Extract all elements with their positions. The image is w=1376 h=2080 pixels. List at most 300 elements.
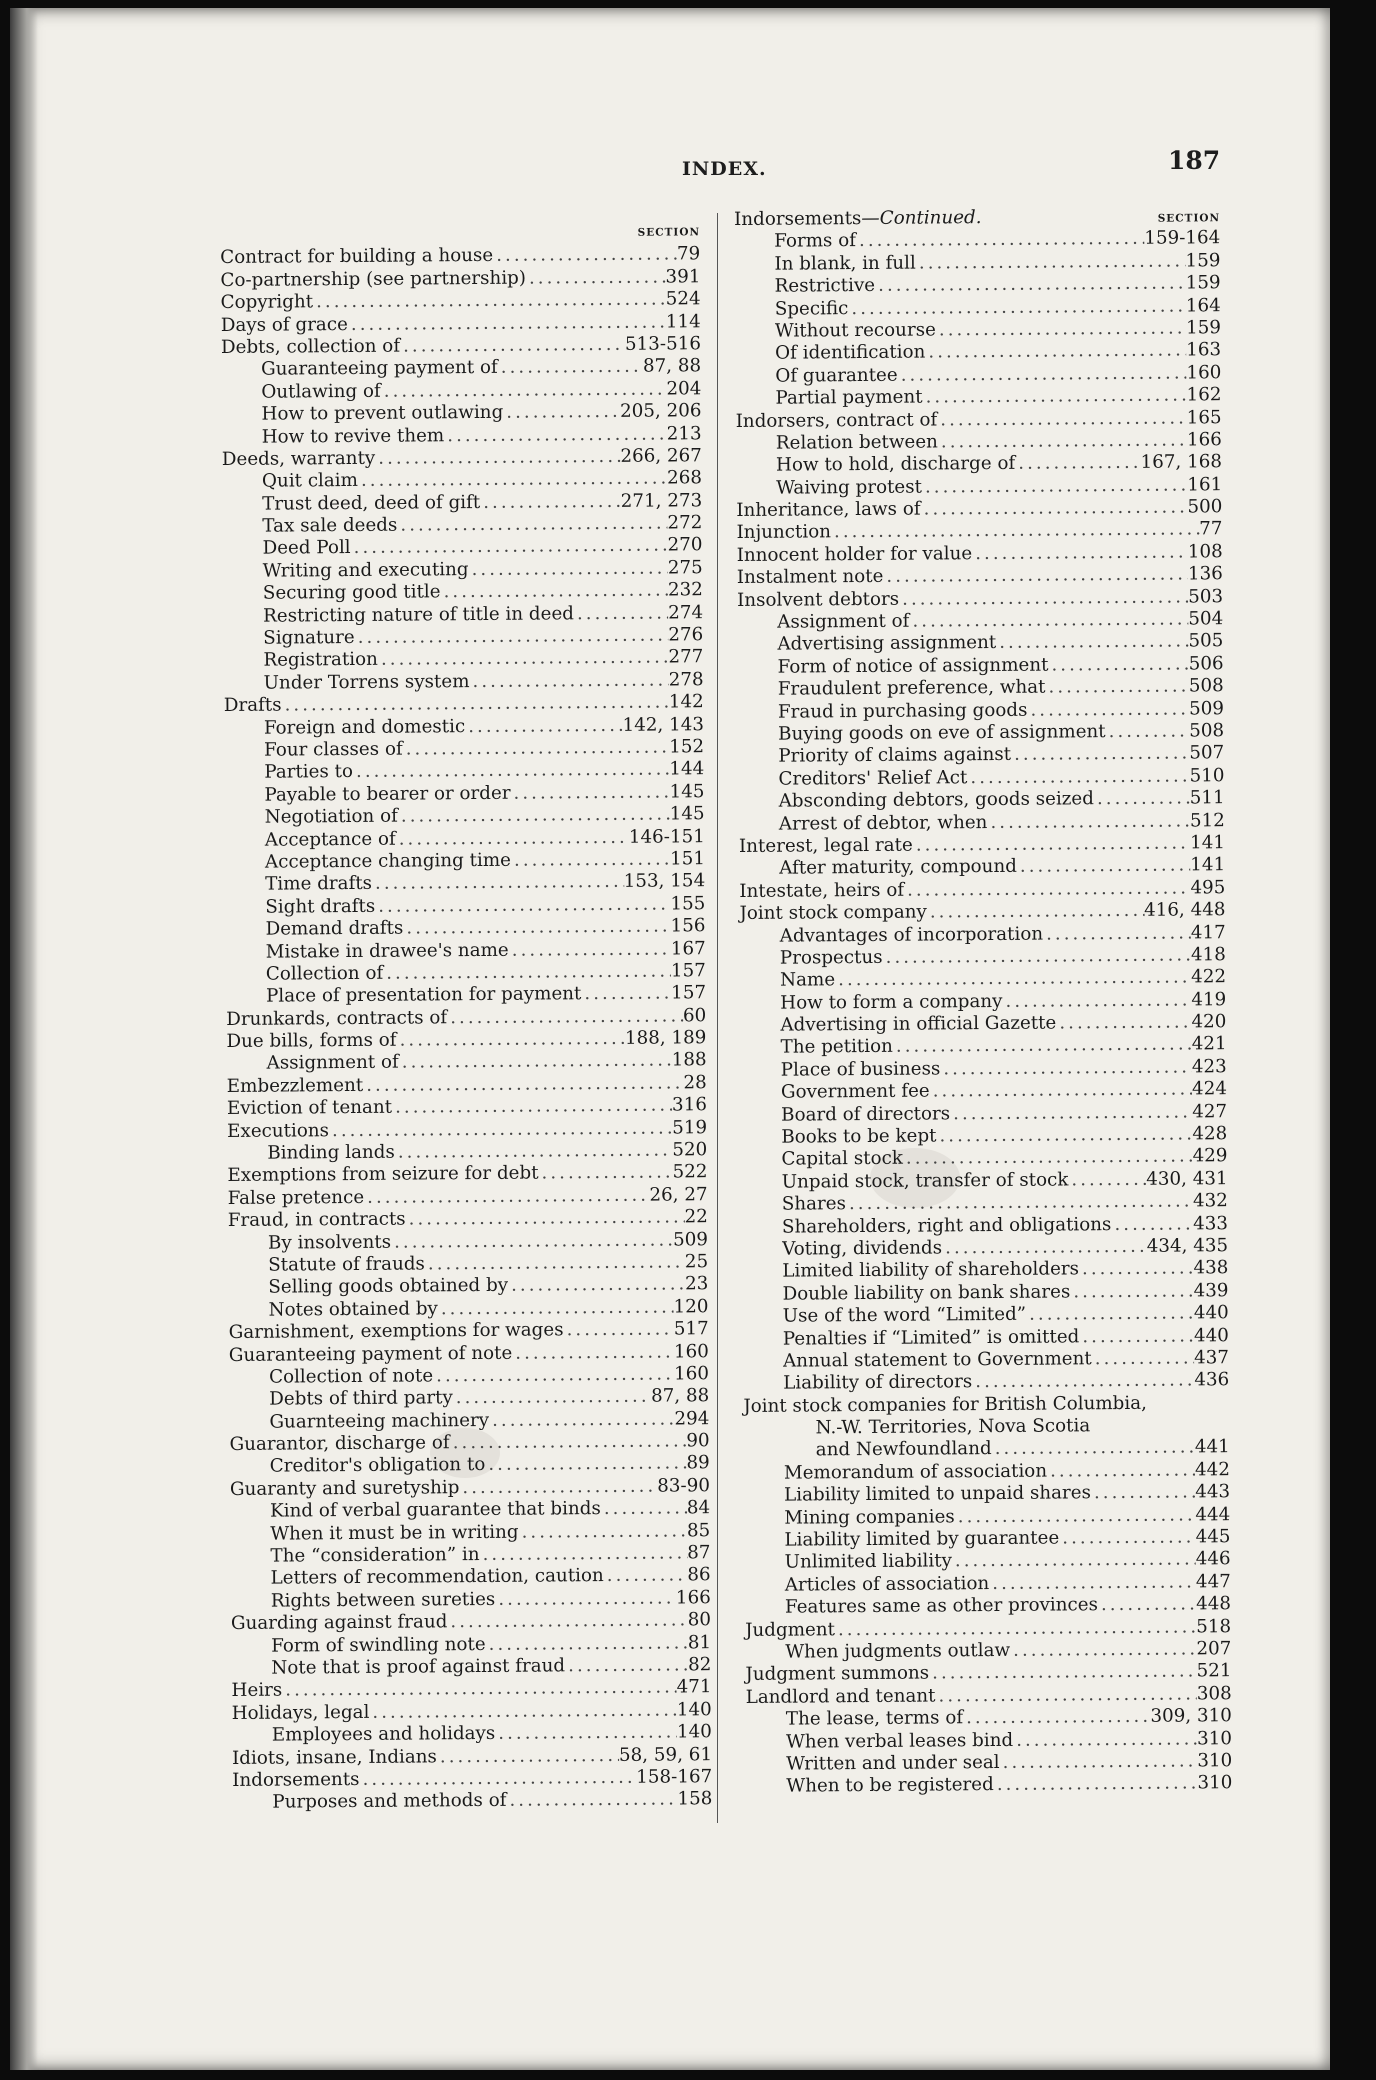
leader-dots [403, 916, 670, 941]
leader-dots [563, 1319, 673, 1342]
leader-dots [512, 1341, 674, 1365]
entry-term: How to form a company [780, 990, 1003, 1014]
index-entry-list [220, 244, 712, 1815]
entry-term: Guarnteeing machinery [269, 1409, 490, 1433]
entry-section-ref: 310 [1197, 1750, 1233, 1772]
entry-section-ref: 443 [1195, 1481, 1231, 1503]
entry-section-ref: 157 [671, 982, 707, 1004]
leader-dots [508, 1274, 685, 1298]
entry-section-ref: 164 [1185, 294, 1221, 317]
entry-term: Relation between [775, 431, 938, 454]
leader-dots [518, 1520, 687, 1544]
entry-term: Place of business [780, 1058, 941, 1081]
entry-section-ref: 204 [666, 377, 702, 400]
entry-section-ref: 108 [1187, 541, 1223, 563]
leader-dots [355, 625, 669, 650]
entry-section-ref: 500 [1187, 496, 1223, 518]
leader-dots [994, 1773, 1198, 1797]
entry-section-ref: 156 [670, 915, 706, 937]
leader-dots [938, 429, 1187, 453]
entry-term: Liability of directors [783, 1371, 973, 1394]
section-label: SECTION [637, 226, 701, 239]
entry-section-ref: 508 [1188, 675, 1224, 697]
entry-section-ref: 207 [1196, 1638, 1232, 1660]
leader-dots [925, 340, 1186, 364]
entry-section-ref: 427 [1192, 1100, 1228, 1123]
entry-section-ref: 441 [1194, 1436, 1230, 1458]
leader-dots [929, 1661, 1197, 1686]
leader-dots [883, 564, 1188, 589]
entry-term: Guaranteeing payment of note [228, 1342, 513, 1366]
entry-section-ref: 505 [1188, 630, 1224, 652]
entry-term: Absconding debtors, goods seized [778, 788, 1095, 812]
leader-dots [996, 631, 1188, 655]
entry-section-ref: 448 [1195, 1593, 1232, 1615]
leader-dots [503, 401, 620, 424]
entry-term: Debts of third party [269, 1387, 453, 1410]
entry-section-ref: 509 [1188, 697, 1225, 720]
entry-term: Exemptions from seizure for debt [227, 1162, 539, 1187]
entry-term: and Newfoundland [815, 1438, 992, 1461]
entry-section-ref: 86 [687, 1564, 711, 1586]
entry-term: Quit claim [261, 470, 359, 492]
entry-section-ref: 162 [1186, 384, 1222, 406]
entry-section-ref: 82 [687, 1654, 712, 1676]
entry-section-ref: 272 [667, 512, 703, 534]
entry-term: The “consideration” in [270, 1544, 480, 1567]
leader-dots [437, 1744, 619, 1768]
leader-dots [425, 1251, 685, 1275]
entry-section-ref: 140 [676, 1721, 712, 1743]
entry-term: Liability limited to unpaid shares [784, 1482, 1092, 1506]
leader-dots [967, 765, 1189, 789]
entry-section-ref: 434, 435 [1146, 1235, 1229, 1257]
entry-section-ref: 442 [1194, 1459, 1230, 1481]
entry-term: Guarantor, discharge of [229, 1432, 450, 1456]
entry-section-ref: 439 [1193, 1279, 1229, 1302]
entry-section-ref: 114 [665, 310, 701, 333]
entry-term: Penalties if “Limited” is omitted [782, 1325, 1080, 1350]
entry-term: Guaranty and suretyship [229, 1477, 460, 1500]
entry-section-ref: 25 [684, 1251, 709, 1273]
entry-term: Securing good title [262, 581, 441, 604]
entry-section-ref: 153, 154 [623, 870, 706, 893]
leader-dots [465, 714, 622, 738]
entry-term: Mining companies [784, 1505, 955, 1529]
entry-term: Advantages of incorporation [779, 923, 1044, 947]
entry-term: Forms of [774, 230, 857, 253]
continued-title: Indorsements [734, 208, 862, 230]
leader-dots [916, 250, 1186, 275]
leader-dots [1002, 989, 1191, 1013]
entry-term: Co-partnership (see partnership) [220, 267, 527, 291]
entry-section-ref: 160 [1186, 361, 1222, 384]
entry-term: Guaranteeing payment of [261, 357, 498, 381]
entry-section-ref: 26, 27 [649, 1183, 708, 1206]
entry-section-ref: 524 [665, 288, 701, 310]
leader-dots [1043, 922, 1191, 946]
entry-section-ref: 120 [673, 1295, 709, 1318]
leader-dots [485, 1453, 686, 1477]
entry-term: Holidays, legal [231, 1701, 370, 1724]
leader-dots [937, 407, 1187, 431]
entry-section-ref: 424 [1191, 1078, 1228, 1100]
entry-section-ref: 506 [1188, 652, 1224, 675]
entry-term: Intestate, heirs of [739, 879, 905, 902]
entry-term: Parties to [264, 761, 354, 784]
leader-dots [972, 541, 1188, 565]
entry-section-ref: 83-90 [657, 1475, 710, 1497]
leader-dots [1000, 1750, 1198, 1774]
entry-section-ref: 416, 448 [1144, 899, 1226, 921]
entry-term: Garnishment, exemptions for wages [228, 1319, 564, 1344]
entry-section-ref: 518 [1196, 1615, 1232, 1638]
entry-term: Kind of verbal guarantee that binds [270, 1498, 601, 1522]
entry-section-ref: 310 [1197, 1772, 1233, 1794]
running-head-title: INDEX. [682, 158, 767, 180]
leader-dots [940, 1056, 1192, 1080]
leader-dots [358, 468, 667, 493]
entry-section-ref: 165 [1186, 406, 1222, 428]
entry-section-ref: 188, 189 [624, 1027, 707, 1049]
index-column-left [220, 221, 712, 1814]
entry-section-ref: 22 [684, 1206, 708, 1228]
entry-section-ref: 141 [1190, 832, 1226, 854]
index-entry-list [734, 228, 1232, 1799]
entry-term: Sight drafts [265, 895, 376, 918]
entry-term: Negotiation of [264, 805, 398, 828]
entry-term: Inheritance, laws of [736, 498, 921, 522]
entry-term: Mistake in drawee's name [265, 939, 509, 963]
entry-term: Heirs [231, 1679, 283, 1702]
leader-dots [378, 647, 669, 672]
entry-term: Creditors' Relief Act [778, 766, 968, 790]
entry-term: Specific [774, 297, 849, 320]
leader-dots [601, 1498, 687, 1521]
entry-term: Board of directors [781, 1102, 951, 1126]
entry-section-ref: 266, 267 [620, 445, 702, 467]
leader-dots [1010, 1638, 1196, 1662]
leader-dots [453, 1386, 651, 1410]
leader-dots [1111, 1213, 1193, 1236]
entry-section-ref: 145 [669, 803, 705, 825]
leader-dots [835, 967, 1191, 992]
entry-term: Employees and holidays [271, 1723, 496, 1746]
leader-dots [1017, 855, 1191, 879]
entry-term: Indorsements [232, 1768, 360, 1791]
entry-section-ref: 158-167 [636, 1766, 713, 1788]
entry-section-ref: 84 [686, 1497, 711, 1519]
entry-term: Injunction [736, 521, 832, 544]
leader-dots [904, 877, 1191, 902]
leader-dots [510, 781, 669, 805]
entry-term: After maturity, compound [779, 856, 1017, 879]
leader-dots [1013, 1728, 1197, 1752]
entry-term: Foreign and domestic [263, 715, 466, 739]
leader-dots [955, 1504, 1196, 1528]
entry-section-ref: 167 [670, 937, 706, 959]
entry-section-ref: 517 [673, 1318, 709, 1340]
entry-term: Priority of claims against [778, 744, 1012, 768]
entry-section-ref: 157 [670, 960, 706, 982]
leader-dots [1048, 653, 1188, 677]
leader-dots [942, 1236, 1147, 1260]
leader-dots [927, 900, 1144, 924]
entry-section-ref: 160 [673, 1340, 709, 1363]
leader-dots [831, 519, 1199, 544]
leader-dots [1015, 452, 1141, 475]
entry-section-ref: 294 [674, 1407, 710, 1430]
leader-dots [538, 1162, 672, 1185]
leader-dots [489, 1408, 675, 1432]
entry-term: Capital stock [781, 1148, 903, 1171]
entry-term: When to be registered [786, 1774, 994, 1797]
entry-section-ref: 166 [675, 1587, 711, 1609]
leader-dots [992, 1437, 1195, 1461]
leader-dots [329, 1117, 672, 1142]
leader-dots [1106, 720, 1190, 743]
entry-section-ref: 503 [1188, 585, 1224, 608]
entry-section-ref: 316 [671, 1094, 708, 1116]
leader-dots [438, 1296, 674, 1320]
leader-dots [989, 1571, 1196, 1595]
leader-dots [395, 1139, 673, 1164]
leader-dots [397, 513, 667, 538]
entry-section-ref: 309, 310 [1150, 1705, 1232, 1727]
entry-term: Liability limited by guarantee [784, 1527, 1060, 1551]
leader-dots [511, 848, 670, 872]
entry-term: Guarding against fraud [230, 1611, 448, 1635]
entry-section-ref: 507 [1189, 742, 1225, 764]
entry-term: Waiving protest [776, 476, 923, 499]
entry-term: Joint stock companies for British Columbia, [743, 1392, 1147, 1417]
entry-term: Written and under seal [786, 1751, 1000, 1775]
leader-dots [440, 580, 668, 604]
leader-dots [1070, 1280, 1193, 1303]
entry-term: Judgment [745, 1618, 836, 1641]
column-divider [717, 213, 718, 1823]
leader-dots [398, 804, 670, 829]
leader-dots [835, 1616, 1196, 1641]
entry-section-ref: 205, 206 [619, 400, 702, 422]
index-entry [232, 1789, 712, 1815]
entry-term: Acceptance changing time [264, 849, 512, 873]
entry-section-ref: 510 [1189, 764, 1225, 787]
leader-dots [1091, 1482, 1195, 1505]
leader-dots [433, 1363, 674, 1387]
entry-section-ref: 513-516 [624, 333, 702, 355]
entry-section-ref: 87, 88 [642, 355, 702, 378]
entry-section-ref: 419 [1191, 988, 1227, 1011]
index-entry [746, 1772, 1232, 1798]
entry-term: Unlimited liability [784, 1550, 952, 1574]
leader-dots [486, 1632, 688, 1656]
leader-dots [506, 1789, 677, 1813]
leader-dots [604, 1565, 688, 1588]
leader-dots [1079, 1325, 1194, 1348]
entry-term: When it must be in writing [270, 1521, 519, 1545]
entry-section-ref: 308 [1196, 1682, 1232, 1705]
entry-term: How to hold, discharge of [775, 453, 1016, 476]
entry-term: Advertising in official Gazette [780, 1012, 1057, 1036]
leader-dots [848, 295, 1186, 320]
entry-term: Creditor's obligation to [269, 1454, 486, 1478]
entry-section-ref: 268 [667, 467, 703, 489]
entry-term: In blank, in full [774, 252, 916, 275]
entry-section-ref: 158 [677, 1788, 713, 1810]
leader-dots [1056, 1011, 1191, 1034]
entry-term: Government fee [780, 1080, 930, 1103]
entry-section-ref: 418 [1190, 944, 1226, 966]
entry-term: Partial payment [775, 386, 923, 409]
entry-term: Buying goods on eve of assignment [778, 721, 1106, 745]
entry-term: Use of the word “Limited” [782, 1303, 1027, 1327]
entry-term: Place of presentation for payment [265, 983, 582, 1007]
entry-term: Books to be kept [781, 1125, 937, 1148]
entry-term: Contract for building a house [220, 245, 494, 269]
leader-dots [903, 1146, 1193, 1171]
entry-section-ref: 391 [665, 266, 701, 288]
entry-section-ref: 275 [667, 557, 703, 579]
entry-section-ref: 142 [668, 691, 704, 713]
entry-term: Indorsers, contract of [735, 408, 938, 432]
entry-term: Prospectus [779, 946, 883, 969]
entry-term: Executions [227, 1119, 330, 1142]
entry-term: Collection of [265, 962, 384, 985]
leader-dots [447, 1005, 683, 1029]
entry-section-ref: 166 [1186, 429, 1222, 451]
entry-section-ref: 28 [683, 1072, 707, 1094]
leader-dots [375, 893, 670, 918]
entry-section-ref: 155 [670, 892, 706, 915]
leader-dots [480, 491, 621, 515]
entry-section-ref: 437 [1194, 1347, 1230, 1369]
leader-dots [468, 557, 667, 581]
entry-term: Memorandum of association [783, 1460, 1048, 1484]
entry-term: How to prevent outlawing [261, 401, 504, 425]
index-column-right [734, 205, 1232, 1799]
entry-term: By insolvents [267, 1231, 392, 1254]
leader-dots [893, 1034, 1192, 1059]
entry-section-ref: 146-151 [628, 825, 705, 848]
entry-section-ref: 522 [672, 1161, 708, 1183]
entry-section-ref: 447 [1195, 1570, 1231, 1593]
leader-dots [1068, 1169, 1146, 1192]
entry-section-ref: 508 [1189, 720, 1225, 742]
entry-section-ref: 428 [1192, 1123, 1228, 1145]
entry-term: Idiots, insane, Indians [231, 1745, 437, 1769]
entry-section-ref: 440 [1193, 1324, 1229, 1346]
entry-section-ref: 432 [1192, 1190, 1228, 1212]
entry-section-ref: 420 [1191, 1011, 1227, 1033]
entry-term: Arrest of debtor, when [778, 811, 988, 835]
entry-term: Deed Poll [262, 537, 351, 560]
entry-section-ref: 430, 431 [1146, 1167, 1228, 1190]
entry-term: Insolvent debtors [736, 588, 900, 611]
entry-term: Of guarantee [775, 364, 898, 387]
entry-section-ref: 444 [1195, 1503, 1231, 1526]
leader-dots [375, 446, 620, 470]
leader-dots [875, 273, 1186, 298]
entry-term: Selling goods obtained by [268, 1275, 509, 1299]
leader-dots [313, 289, 666, 314]
entry-section-ref: 80 [687, 1609, 712, 1631]
leader-dots [392, 1095, 672, 1120]
entry-term: Demand drafts [265, 917, 404, 940]
continued-suffix: —Continued. [861, 207, 982, 229]
entry-term: Letters of recommendation, caution [270, 1565, 604, 1590]
entry-section-ref: 152 [669, 736, 705, 758]
page-number: 187 [1168, 146, 1221, 175]
entry-term: Voting, dividends [782, 1237, 943, 1260]
entry-term: Registration [263, 649, 378, 672]
leader-dots [1094, 788, 1190, 811]
index-entry [743, 1369, 1229, 1395]
leader-dots [447, 1610, 687, 1634]
entry-section-ref: 509 [672, 1228, 709, 1251]
leader-dots [1026, 1303, 1194, 1327]
book-page [10, 8, 1330, 2070]
entry-term: When verbal leases bind [785, 1729, 1014, 1753]
leader-dots [921, 497, 1188, 522]
entry-term: Embezzlement [226, 1074, 364, 1097]
leader-dots [493, 244, 677, 268]
leader-dots [913, 832, 1190, 857]
entry-section-ref: 159 [1185, 317, 1222, 339]
leader-dots [936, 1123, 1192, 1147]
entry-section-ref: 278 [668, 669, 704, 691]
leader-dots [1045, 676, 1189, 700]
entry-term: Restricting nature of title in deed [262, 602, 575, 627]
entry-section-ref: 519 [672, 1116, 708, 1139]
leader-dots [396, 1028, 625, 1052]
entry-term: Advertising assignment [777, 632, 997, 656]
entry-term: Statute of frauds [268, 1253, 425, 1276]
entry-term: Annual statement to Government [782, 1348, 1092, 1372]
entry-section-ref: 81 [687, 1631, 712, 1653]
leader-dots [950, 1101, 1192, 1125]
leader-dots [899, 586, 1188, 611]
entry-section-ref: 58, 59, 61 [618, 1743, 713, 1766]
entry-term: Note that is proof against fraud [271, 1655, 566, 1679]
entry-section-ref: 144 [669, 758, 705, 780]
entry-term: Rights between sureties [270, 1588, 496, 1612]
leader-dots [364, 1184, 650, 1209]
leader-dots [383, 960, 671, 985]
leader-dots [281, 692, 668, 717]
entry-section-ref: 436 [1194, 1369, 1230, 1391]
entry-section-ref: 142, 143 [622, 713, 705, 736]
entry-term: Limited liability of shareholders [782, 1258, 1080, 1283]
entry-section-ref: 423 [1191, 1056, 1227, 1078]
entry-section-ref: 445 [1195, 1526, 1231, 1548]
leader-dots [396, 826, 629, 850]
leader-dots [1079, 1258, 1194, 1281]
leader-dots [856, 228, 1144, 253]
entry-term: Fraud in purchasing goods [777, 699, 1028, 723]
leader-dots [509, 938, 671, 962]
entry-section-ref: 163 [1186, 339, 1222, 361]
entry-section-ref: 271, 273 [620, 489, 703, 512]
entry-section-ref: 422 [1191, 966, 1227, 988]
entry-term: Binding lands [267, 1141, 395, 1164]
entry-term: Copyright [220, 291, 314, 314]
entry-section-ref: 521 [1196, 1660, 1232, 1682]
leader-dots [1092, 1347, 1195, 1370]
entry-term: Unpaid stock, transfer of stock [781, 1169, 1069, 1193]
entry-section-ref: 167, 168 [1140, 451, 1223, 474]
leader-dots [381, 378, 667, 403]
